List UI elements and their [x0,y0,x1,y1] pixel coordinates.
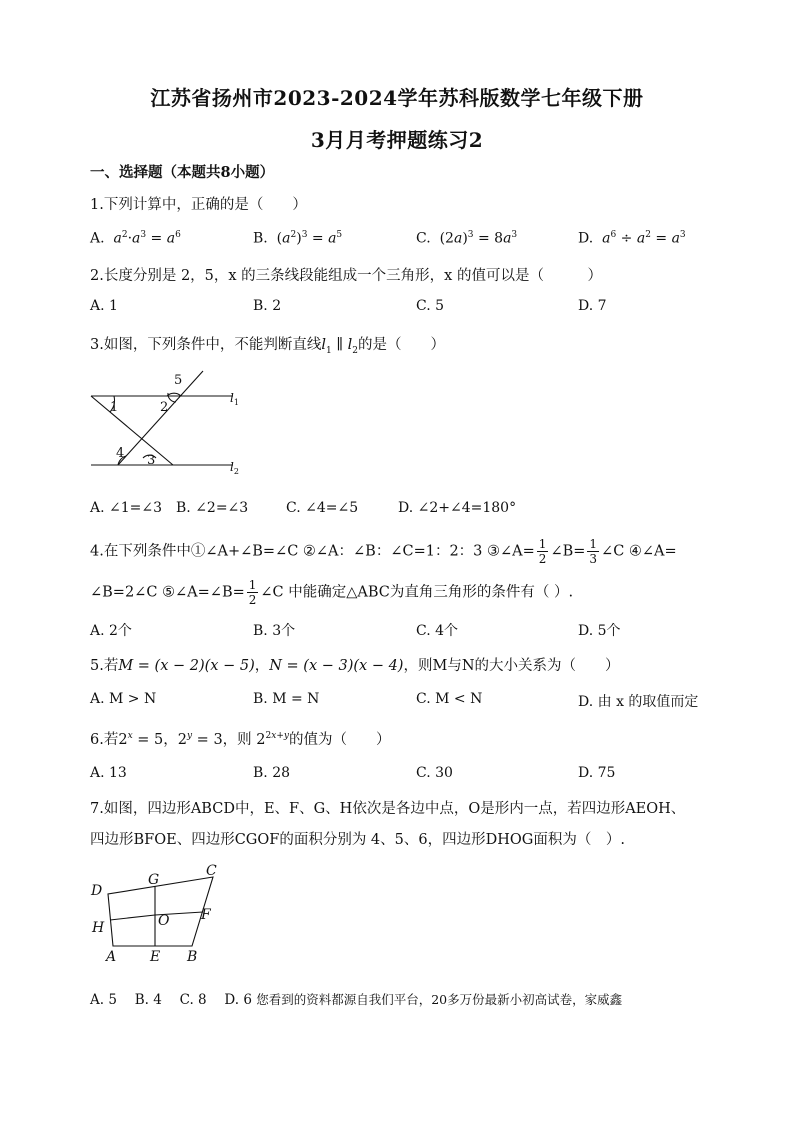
question-6-options [90,765,730,785]
q4-option-d: D. 5个 [578,623,621,639]
q1-option-a: A. $a^2\cdot a^3 = a^6$ [90,230,181,247]
q6-option-c: C. 30 [416,765,453,781]
vertex-d-label: D [91,883,103,899]
question-4-options [90,620,730,640]
q6-option-a: A. 13 [90,765,127,781]
page-subtitle: 3月月考押题练习2 [310,128,484,152]
question-6-stem: 6.若$2^x = 5$，$2^y = 3$，则 $2^{2x+y}$的值为（ ） [90,731,391,748]
q1-option-d: D. $a^6 \div a^2 = a^3$ [578,230,686,247]
q4-option-b: B. 3个 [253,623,296,639]
parallel-lines-figure [88,365,258,480]
q4-option-a: A. 2个 [90,623,132,639]
q5-option-b: B. M = N [253,691,320,707]
fraction-half-2: $\frac{1}{2}$ [248,578,257,607]
fraction-half: $\frac{1}{2}$ [538,537,547,566]
q3-option-a: A. ∠1=∠3 [90,500,163,516]
vertex-h-label: H [92,920,105,936]
vertex-f-label: F [201,907,211,923]
q1-option-c: C. $(2a)^3 = 8a^3$ [416,230,518,247]
q2-option-c: C. 5 [416,298,445,314]
q3-option-d: D. ∠2+∠4=180° [398,500,517,516]
question-7-answers: A. 5 B. 4 C. 8 D. 6 您看到的资料都源自我们平台，20多万份最新小初高试卷，家威鑫 [90,992,623,1008]
vertex-e-label: E [150,949,161,965]
question-7-line1: 7.如图，四边形ABCD中，E、F、G、H依次是各边中点，O是形内一点，若四边形AEOH、 [90,801,686,817]
question-5-stem: 5.若M = (x − 2)(x − 5)，N = (x − 3)(x − 4)，则M与N的大小关系为（ ） [90,658,620,674]
vertex-g-label: G [148,872,160,888]
vertex-b-label: B [187,949,198,965]
q5-option-d: D. 由 x 的取值而定 [578,694,699,710]
q3-option-c: C. ∠4=∠5 [286,500,359,516]
point-o-label: O [158,913,170,929]
quadrilateral-figure [88,858,238,968]
ad-text: 您看到的资料都源自我们平台，20多万份最新小初高试卷，家威鑫 [256,992,623,1007]
q1-option-b: B. $(a^2)^3 = a^5$ [253,230,343,247]
line-l1-label: $l_1$ [230,391,239,407]
question-2-options [90,298,730,318]
q2-option-d: D. 7 [578,298,607,314]
q3-option-b: B. ∠2=∠3 [176,500,249,516]
question-4-line1: 4.在下列条件中①∠A+∠B=∠C ②∠A：∠B：∠C=1：2：3 ③∠A= $\frac{1}{2}$ ∠B= $\frac{1}{3}$ ∠C ④∠A= [90,537,677,566]
q2-option-b: B. 2 [253,298,282,314]
question-5-options [90,691,730,711]
question-1-options [90,230,730,250]
angle-2-label: 2 [160,400,169,415]
question-1-stem: 1.下列计算中，正确的是（ ） [90,197,307,213]
angle-1-label: 1 [110,400,119,415]
vertex-a-label: A [106,949,117,965]
section-heading: 一、选择题（本题共8小题） [90,164,275,181]
q5-option-c: C. M < N [416,691,483,707]
question-3-stem: 3.如图，下列条件中，不能判断直线$l_1$ ∥ $l_2$的是（ ） [90,337,446,356]
question-2-stem: 2.长度分别是 2，5，x 的三条线段能组成一个三角形，x 的值可以是（ ） [90,268,602,284]
q6-option-b: B. 28 [253,765,291,781]
angle-3-label: 3 [147,453,156,468]
q2-option-a: A. 1 [90,298,118,314]
question-4-line2: ∠B=2∠C ⑤∠A=∠B= $\frac{1}{2}$ ∠C 中能确定△ABC为直角三角形的条件有（ ）. [90,578,574,607]
fraction-third: $\frac{1}{3}$ [589,537,598,566]
q5-option-a: A. M > N [90,691,157,707]
question-3-options [90,500,730,520]
q6-option-d: D. 75 [578,765,616,781]
angle-4-label: 4 [116,446,125,461]
q4-option-c: C. 4个 [416,623,459,639]
angle-5-label: 5 [174,373,183,388]
vertex-c-label: C [206,863,217,879]
page-title: 江苏省扬州市2023-2024学年苏科版数学七年级下册 [150,86,644,110]
line-l2-label: $l_2$ [230,460,239,476]
question-7-line2: 四边形BFOE、四边形CGOF的面积分别为 4、5、6，四边形DHOG面积为（ ）. [90,832,625,848]
